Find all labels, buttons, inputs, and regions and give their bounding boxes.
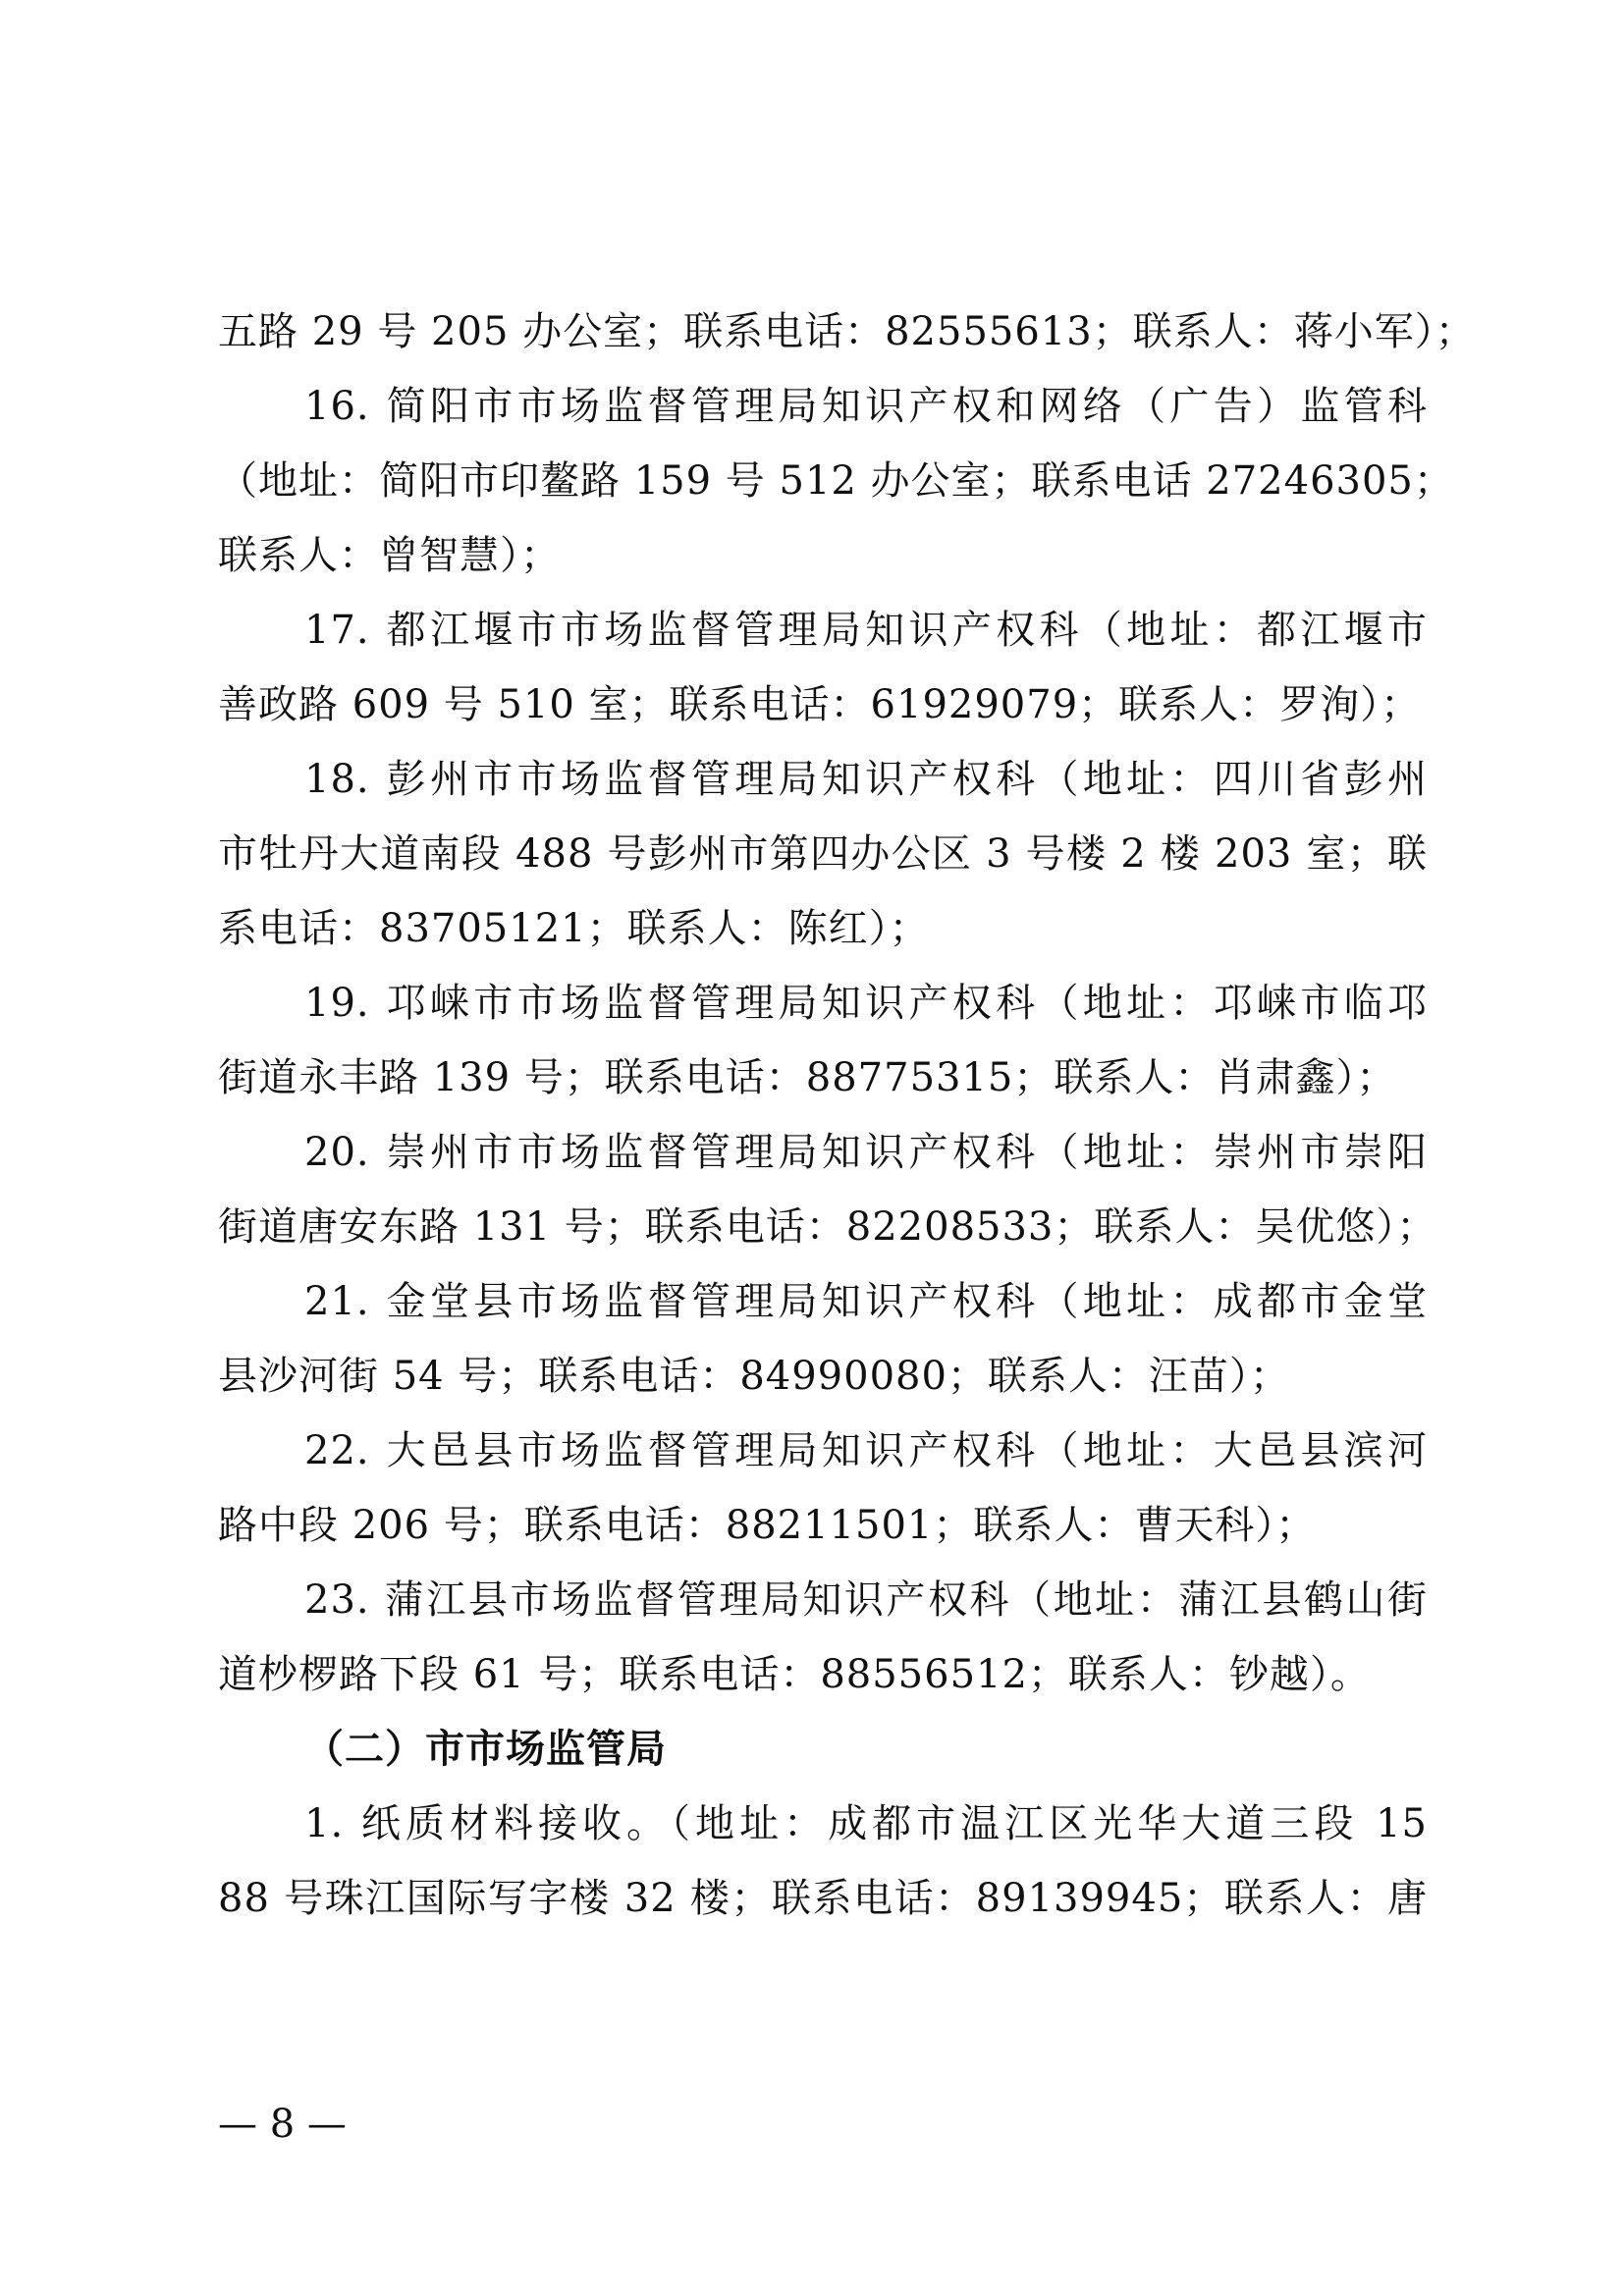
text-line: 1. 纸质材料接收。（地址：成都市温江区光华大道三段 15 — [304, 1801, 1428, 1846]
text-line: 县沙河街 54 号；联系电话：84990080；联系人：汪苗）； — [218, 1354, 1290, 1399]
text-line: 19. 邛崃市市场监督管理局知识产权科（地址：邛崃市临邛 — [304, 981, 1428, 1026]
text-line: 22. 大邑县市场监督管理局知识产权科（地址：大邑县滨河 — [304, 1428, 1428, 1473]
text-line: （地址：简阳市印鳌路 159 号 512 办公室；联系电话 27246305； — [218, 458, 1454, 504]
text-line: 20. 崇州市市场监督管理局知识产权科（地址：崇州市崇阳 — [304, 1130, 1428, 1175]
text-line: 道杪椤路下段 61 号；联系电话：88556512；联系人：钞越）。 — [218, 1652, 1371, 1697]
text-line: 五路 29 号 205 办公室；联系电话：82555613；联系人：蒋小军）； — [218, 309, 1476, 354]
page-number: — 8 — — [218, 2102, 347, 2147]
text-line: 88 号珠江国际写字楼 32 楼；联系电话：89139945；联系人：唐 — [218, 1876, 1428, 1921]
section-heading: （二）市市场监管局 — [304, 1726, 667, 1772]
text-line: 17. 都江堰市市场监督管理局知识产权科（地址：都江堰市 — [304, 608, 1428, 653]
text-line: 18. 彭州市市场监督管理局知识产权科（地址：四川省彭州 — [304, 757, 1428, 802]
text-line: 市牡丹大道南段 488 号彭州市第四办公区 3 号楼 2 楼 203 室；联 — [218, 831, 1428, 877]
text-line: 系电话：83705121；联系人：陈红）； — [218, 906, 930, 951]
text-line: 23. 蒲江县市场监督管理局知识产权科（地址：蒲江县鹤山街 — [304, 1577, 1428, 1623]
text-line: 16. 简阳市市场监督管理局知识产权和网络（广告）监管科 — [304, 384, 1428, 429]
text-line: 联系人：曾智慧）； — [218, 533, 561, 578]
text-line: 街道永丰路 139 号；联系电话：88775315；联系人：肖肃鑫）； — [218, 1055, 1397, 1100]
text-line: 街道唐安东路 131 号；联系电话：82208533；联系人：吴优悠）； — [218, 1204, 1437, 1250]
text-line: 路中段 206 号；联系电话：88211501；联系人：曹天科）； — [218, 1503, 1317, 1548]
text-line: 21. 金堂县市场监督管理局知识产权科（地址：成都市金堂 — [304, 1279, 1428, 1324]
text-line: 善政路 609 号 510 室；联系电话：61929079；联系人：罗洵）； — [218, 682, 1422, 727]
